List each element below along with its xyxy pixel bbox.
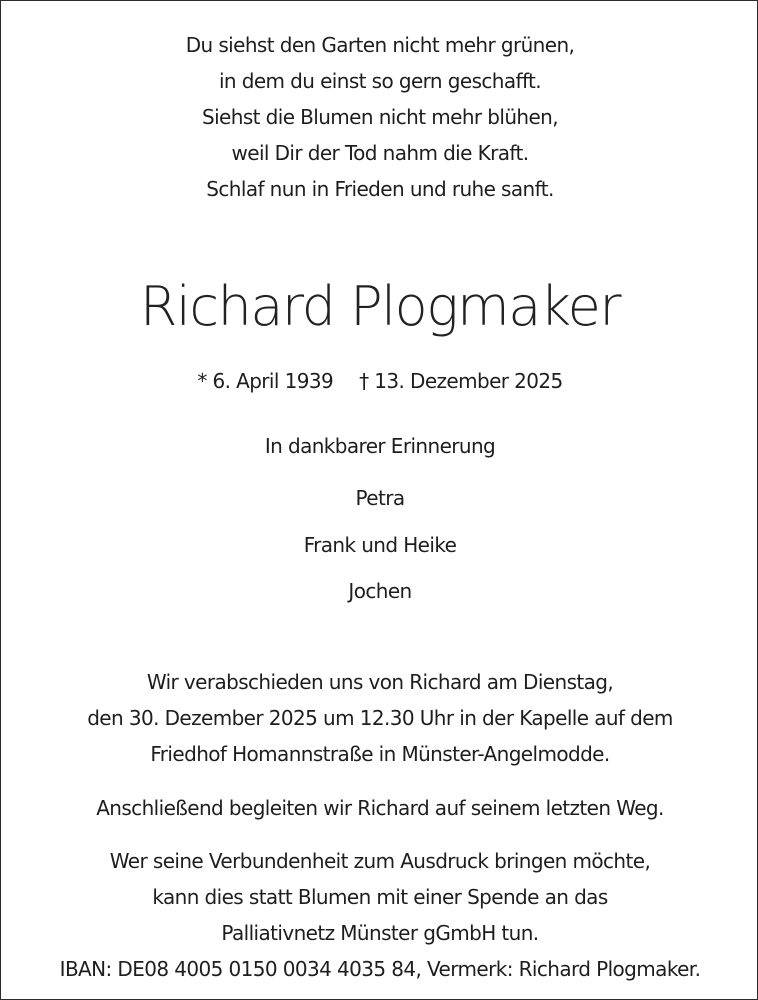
- mourner-name: Petra: [355, 486, 405, 510]
- mourner-name: Frank und Heike: [303, 533, 457, 557]
- death-date: † 13. Dezember 2025: [359, 369, 563, 393]
- donation-iban-line: IBAN: DE08 4005 0150 0034 4035 84, Vermerk: Richard Plogmaker.: [59, 957, 701, 981]
- poem-line: Siehst die Blumen nicht mehr blühen,: [201, 105, 559, 129]
- donation-line: kann dies statt Blumen mit einer Spende an das: [152, 885, 608, 909]
- deceased-name: Richard Plogmaker: [139, 275, 621, 338]
- donation-line: Palliativnetz Münster gGmbH tun.: [221, 921, 539, 945]
- mourner-name: Jochen: [348, 579, 412, 603]
- life-dates: [1, 367, 758, 395]
- poem-line: Du siehst den Garten nicht mehr grünen,: [185, 33, 575, 57]
- remembrance-heading: In dankbarer Erinnerung: [264, 434, 496, 458]
- poem-line: Schlaf nun in Frieden und ruhe sanft.: [206, 177, 554, 201]
- donation-line: Wer seine Verbundenheit zum Ausdruck bringen möchte,: [109, 849, 651, 873]
- farewell-line: Friedhof Homannstraße in Münster-Angelmodde.: [150, 742, 610, 766]
- poem-line: in dem du einst so gern geschafft.: [218, 69, 542, 93]
- poem-line: weil Dir der Tod nahm die Kraft.: [231, 141, 529, 165]
- procession-note: Anschließend begleiten wir Richard auf seinem letzten Weg.: [96, 796, 664, 820]
- birth-date: * 6. April 1939: [197, 369, 334, 393]
- farewell-line: Wir verabschieden uns von Richard am Dienstag,: [146, 670, 614, 694]
- farewell-line: den 30. Dezember 2025 um 12.30 Uhr in der Kapelle auf dem: [87, 706, 673, 730]
